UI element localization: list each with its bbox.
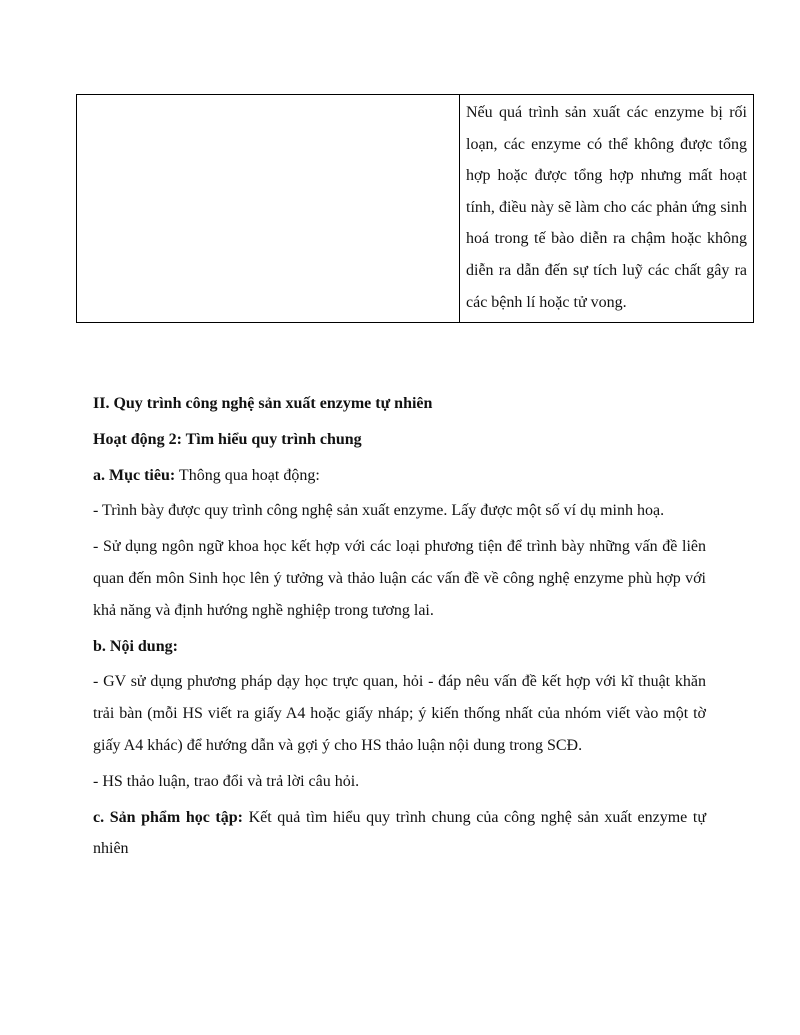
product-paragraph — [93, 802, 706, 866]
table-cell-text: Nếu quá trình sản xuất các enzyme bị rối loạn, các enzyme có thể không được tổng hợp hoặc được tổng hợp nhưng mất hoạt tính, điều này sẽ làm cho các phản ứng sinh hoá trong tế bào diễn ra chậm hoặc không diễn ra dẫn đến sự tích luỹ các chất gây ra các bệnh lí hoặc tử vong. — [466, 104, 747, 311]
section-heading: II. Quy trình công nghệ sản xuất enzyme tự nhiên — [93, 395, 433, 412]
document-body — [93, 388, 706, 865]
content-label: b. Nội dung: — [93, 637, 178, 655]
objective-paragraph — [93, 460, 706, 492]
activity-heading: Hoạt động 2: Tìm hiểu quy trình chung — [93, 430, 362, 448]
product-label: c. Sản phẩm học tập: — [93, 808, 243, 826]
answer-table — [76, 94, 754, 323]
table-cell-right — [460, 95, 754, 323]
objective-text: Thông qua hoạt động: — [175, 466, 320, 484]
content-item: - HS thảo luận, trao đổi và trả lời câu hỏi. — [93, 772, 360, 790]
table-cell-left — [77, 95, 460, 323]
table-row — [77, 95, 754, 323]
objective-label: a. Mục tiêu: — [93, 466, 176, 484]
objective-item: - Sử dụng ngôn ngữ khoa học kết hợp với các loại phương tiện để trình bày những vấn đề liên quan đến môn Sinh học lên ý tưởng và thảo luận các vấn đề về công nghệ enzyme phù hợp với khả năng và định hướng nghề nghiệp trong tương lai. — [93, 538, 706, 619]
product-text: Kết quả tìm hiểu quy trình chung của công nghệ sản xuất enzyme tự nhiên — [93, 808, 707, 858]
content-item: - GV sử dụng phương pháp dạy học trực quan, hỏi - đáp nêu vấn đề kết hợp với kĩ thuật khăn trải bàn (mỗi HS viết ra giấy A4 hoặc giấy nháp; ý kiến thống nhất của nhóm viết vào một tờ giấy A4 khác) để hướng dẫn và gợi ý cho HS thảo luận nội dung trong SCĐ. — [93, 673, 706, 754]
objective-item: - Trình bày được quy trình công nghệ sản xuất enzyme. Lấy được một số ví dụ minh hoạ. — [93, 502, 665, 520]
